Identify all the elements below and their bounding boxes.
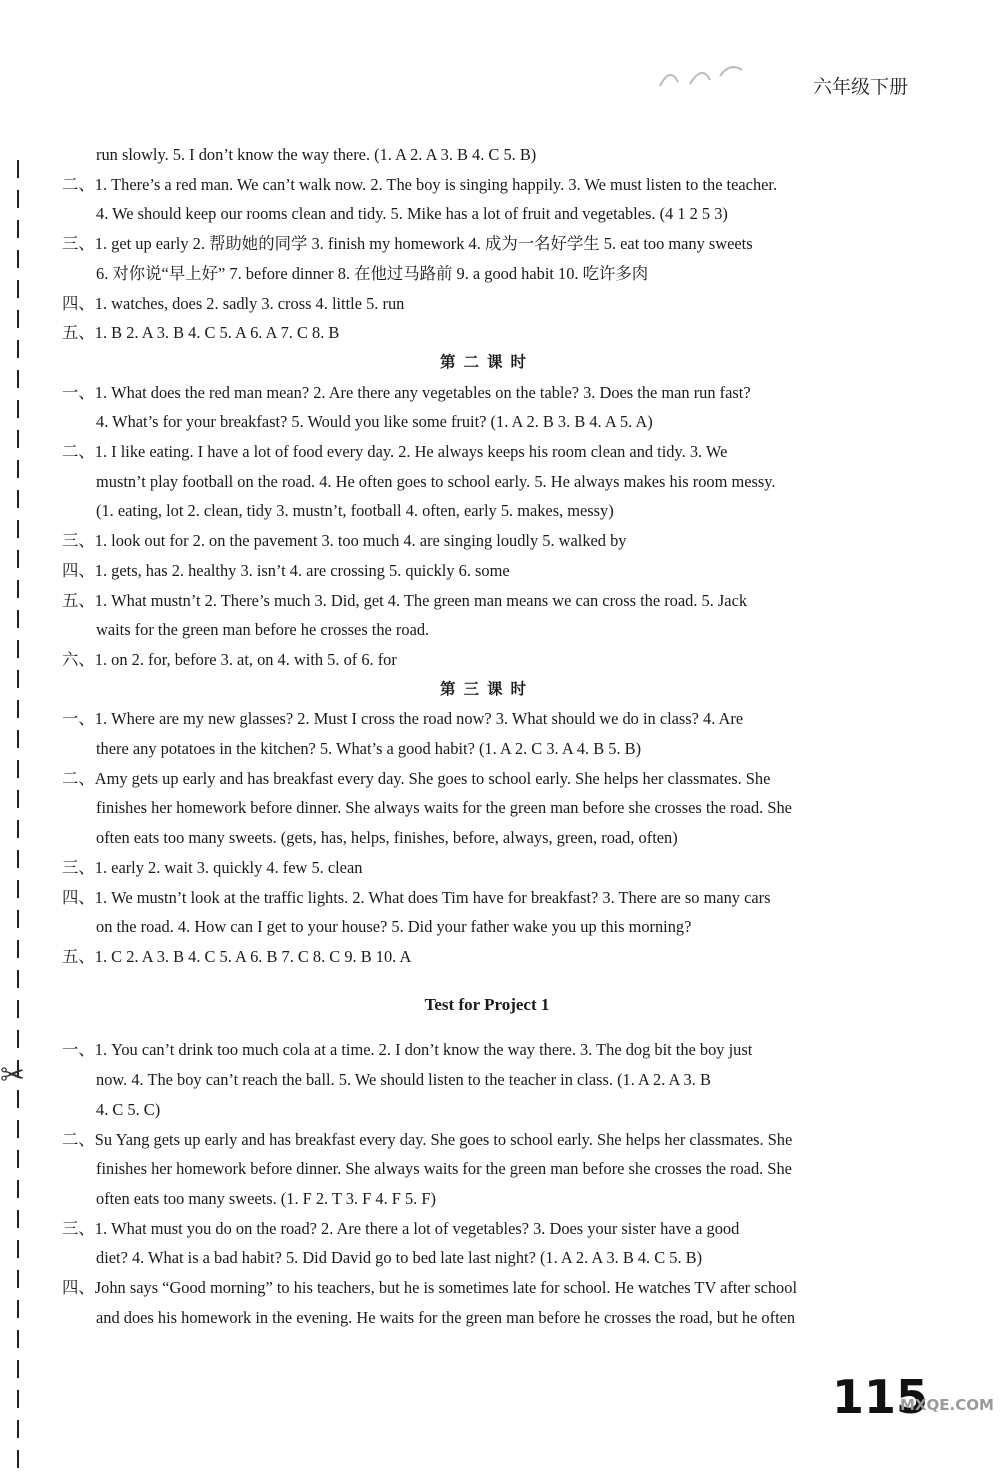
answer-line: 6. 对你说“早上好” 7. before dinner 8. 在他过马路前 9. a good habit 10. 吃许多肉	[96, 263, 649, 283]
answer-line: (1. eating, lot 2. clean, tidy 3. mustn’t, football 4. often, early 5. makes, messy)	[96, 501, 614, 521]
answer-line: 4. C 5. C)	[96, 1099, 161, 1119]
answer-line: on the road. 4. How can I get to your house? 5. Did your father wake you up this morning?	[96, 917, 692, 937]
answer-line: finishes her homework before dinner. She always waits for the green man before she crosses the road. She	[96, 1159, 792, 1179]
watermark: MXQE.COM	[900, 1396, 994, 1414]
answer-line: often eats too many sweets. (gets, has, helps, finishes, before, always, green, road, often)	[96, 828, 678, 848]
answer-line: finishes her homework before dinner. She always waits for the green man before she crosses the road. She	[96, 798, 792, 818]
answer-line: 二、1. I like eating. I have a lot of food every day. 2. He always keeps his room clean and tidy. 3. We	[62, 442, 728, 462]
answer-line: waits for the green man before he crosses the road.	[96, 620, 430, 640]
answer-line: 四、John says “Good morning” to his teachers, but he is sometimes late for school. He watches TV after school	[62, 1278, 797, 1298]
answer-line: 四、1. We mustn’t look at the traffic lights. 2. What does Tim have for breakfast? 3. There are so many cars	[62, 887, 771, 907]
answer-line: often eats too many sweets. (1. F 2. T 3. F 4. F 5. F)	[96, 1188, 436, 1208]
scissors-icon: ✂	[0, 1058, 26, 1093]
answer-line: 二、Su Yang gets up early and has breakfast every day. She goes to school early. She helps her classmates. She	[62, 1129, 793, 1149]
answer-line: 三、1. early 2. wait 3. quickly 4. few 5. clean	[62, 857, 363, 877]
section-heading: 第二课时	[439, 352, 534, 371]
answer-line: 四、1. watches, does 2. sadly 3. cross 4. little 5. run	[62, 293, 405, 313]
answer-line: 一、1. You can’t drink too much cola at a time. 2. I don’t know the way there. 3. The dog bit the boy just	[62, 1040, 753, 1060]
page-number: 115	[832, 1370, 929, 1424]
answer-line: run slowly. 5. I don’t know the way there. (1. A 2. A 3. B 4. C 5. B)	[96, 145, 537, 164]
section-heading: 第三课时	[439, 679, 534, 698]
answer-line: 4. What’s for your breakfast? 5. Would you like some fruit? (1. A 2. B 3. B 4. A 5. A)	[96, 412, 653, 432]
answer-line: 4. We should keep our rooms clean and tidy. 5. Mike has a lot of fruit and vegetables. (4 1 2 5 3)	[96, 204, 728, 224]
answer-line: 三、1. What must you do on the road? 2. Are there a lot of vegetables? 3. Does your sister have a good	[62, 1218, 740, 1238]
answer-line: 五、1. B 2. A 3. B 4. C 5. A 6. A 7. C 8. B	[62, 323, 340, 343]
answer-line: 二、Amy gets up early and has breakfast every day. She goes to school early. She helps her classmates. She	[62, 768, 771, 788]
answer-line: 六、1. on 2. for, before 3. at, on 4. with 5. of 6. for	[62, 649, 397, 669]
cut-line	[14, 160, 22, 1470]
answer-line: 一、1. What does the red man mean? 2. Are there any vegetables on the table? 3. Does the man run fast?	[62, 382, 751, 402]
answer-line: and does his homework in the evening. He waits for the green man before he crosses the road, but he often	[96, 1307, 796, 1327]
grade-header: 六年级下册	[812, 76, 908, 98]
answer-line: there any potatoes in the kitchen? 5. What’s a good habit? (1. A 2. C 3. A 4. B 5. B)	[96, 739, 642, 759]
answer-line: 五、1. What mustn’t 2. There’s much 3. Did, get 4. The green man means we can cross the road. 5. Jack	[62, 590, 748, 610]
answer-line: diet? 4. What is a bad habit? 5. Did David go to bed late last night? (1. A 2. A 3. B 4. C 5. B)	[96, 1248, 703, 1268]
answer-line: 三、1. get up early 2. 帮助她的同学 3. finish my homework 4. 成为一名好学生 5. eat too many sweets	[62, 234, 753, 254]
answer-line: 五、1. C 2. A 3. B 4. C 5. A 6. B 7. C 8. C 9. B 10. A	[62, 946, 412, 966]
answer-line: 二、1. There’s a red man. We can’t walk now. 2. The boy is singing happily. 3. We must listen to the teacher.	[62, 174, 778, 194]
test-heading: Test for Project 1	[424, 994, 550, 1014]
header-decoration	[650, 56, 760, 96]
answer-line: 一、1. Where are my new glasses? 2. Must I cross the road now? 3. What should we do in class? 4. Are	[62, 709, 744, 729]
answer-line: mustn’t play football on the road. 4. He often goes to school early. 5. He always makes his room messy.	[96, 471, 776, 491]
answer-line: 三、1. look out for 2. on the pavement 3. too much 4. are singing loudly 5. walked by	[62, 531, 627, 551]
answer-line: 四、1. gets, has 2. healthy 3. isn’t 4. are crossing 5. quickly 6. some	[62, 560, 510, 580]
answer-line: now. 4. The boy can’t reach the ball. 5. We should listen to the teacher in class. (1. A 2. A 3. B	[96, 1070, 711, 1090]
answer-content	[62, 140, 912, 1332]
